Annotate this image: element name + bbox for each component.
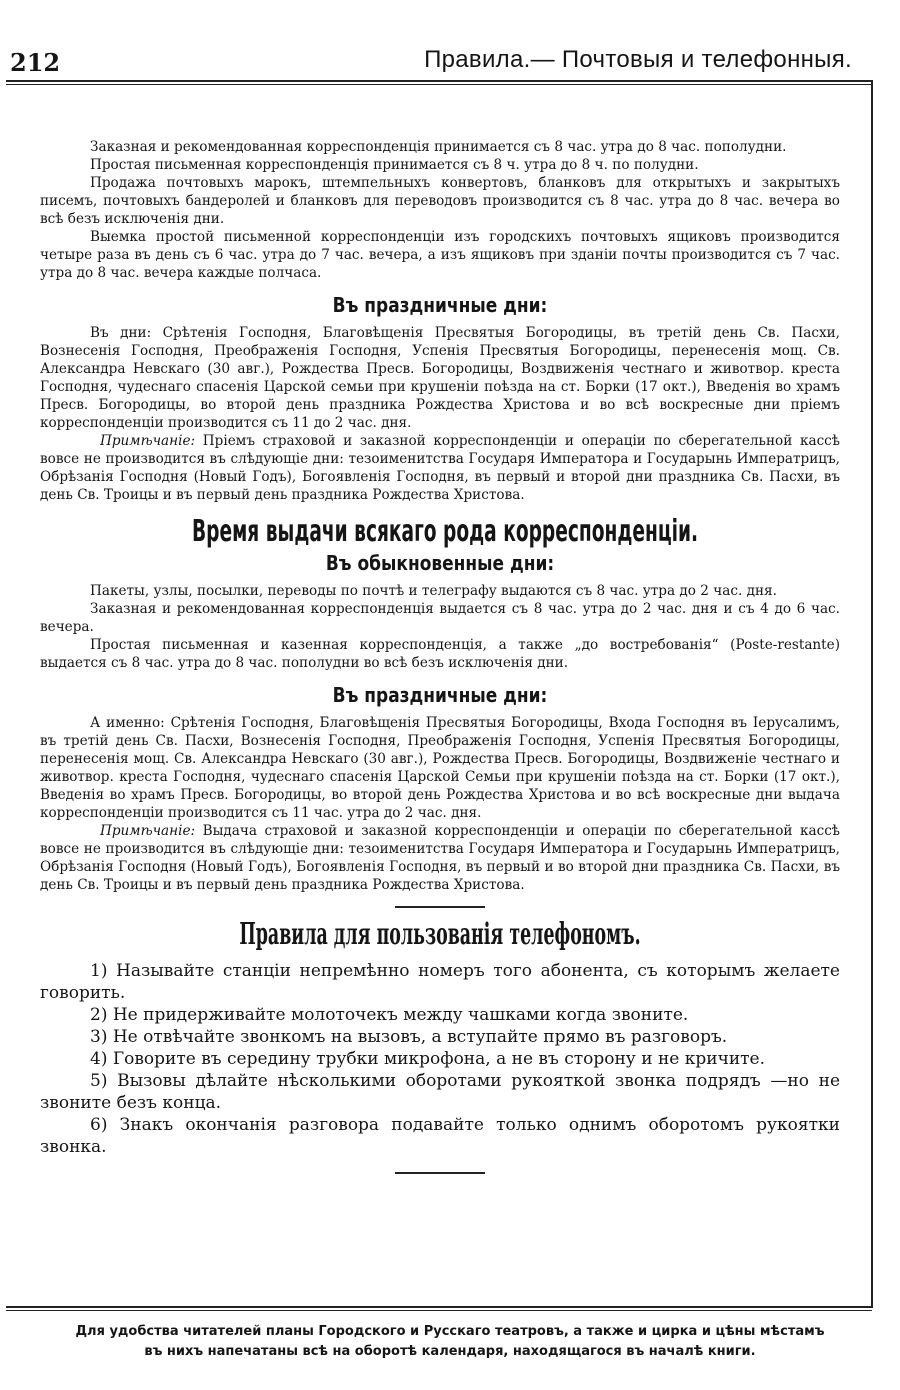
telephone-heading: Правила для пользованія телефономъ. xyxy=(239,917,641,952)
footer-line: въ нихъ напечатаны всѣ на оборотѣ календаря, находящагося въ началѣ книги. xyxy=(144,1344,756,1359)
telephone-rule: 3) Не отвѣчайте звонкомъ на вызовъ, а вступайте прямо въ разговоръ. xyxy=(90,1027,728,1047)
delivery-holidays-paragraph: А именно: Срѣтенія Господня, Благовѣщенія Пресвятыя Богородицы, Входа Господня въ Іерусалимъ, въ третій день Св. Пасхи, Вознесенія Господня, Преображенія Господня, Успенія Пресвятыя Богородицы, перенесенія мощ. Св. Александра Невскаго (30 авг.), Рождества Пресв. Богородицы, Воздвиженіе честнаго и животвор. креста Господня, чудеснаго спасенія Царской Семьи при крушеніи поѣзда на ст. Борки (17 окт.), Введенія во храмъ Пресв. Богородицы, во второй день Рождества Христова и во всѣ воскресные дни выдача корреспонденціи производится съ 11 час. утра до 2 час. дня. xyxy=(40,715,840,821)
delivery-paragraph: Простая письменная и казенная корреспонденція, а также „до востребованія“ (Poste-restante) выдается съ 8 час. утра до 8 час. пополудни во всѣ безъ исключенія дни. xyxy=(40,637,840,671)
note-paragraph xyxy=(40,822,840,894)
note-label: Примѣчаніе: xyxy=(100,823,196,839)
ordinary-days-heading: Въ обыкновенные дни: xyxy=(325,551,555,575)
frame-bottom-border xyxy=(6,1306,872,1308)
delivery-section xyxy=(40,514,840,894)
delivery-holidays-heading: Въ праздничные дни: xyxy=(332,683,548,707)
acceptance-holidays-section xyxy=(40,292,840,504)
intro-paragraph: Простая письменная корреспонденція принимается съ 8 ч. утра до 8 ч. по полудни. xyxy=(90,157,699,173)
footer-line: Для удобства читателей планы Городского и Русскаго театровъ, а также и цирка и цѣны мѣстамъ xyxy=(75,1324,825,1339)
frame-right-border xyxy=(871,80,873,1308)
holidays-heading: Въ праздничные дни: xyxy=(332,293,548,317)
telephone-rule: 6) Знакъ окончанія разговора подавайте только однимъ оборотомъ рукоятки звонка. xyxy=(40,1115,840,1157)
header-rule xyxy=(6,80,872,82)
footer-notice xyxy=(0,1322,900,1362)
telephone-rule: 4) Говорите въ середину трубки микрофона, а не въ сторону и не кричите. xyxy=(90,1049,766,1069)
acceptance-section xyxy=(40,138,840,282)
intro-paragraph: Продажа почтовыхъ марокъ, штемпельныхъ конвертовъ, бланковъ для открытыхъ и закрытыхъ писемъ, почтовыхъ бандеролей и бланковъ для переводовъ производится съ 8 час. утра до 8 час. вечера во всѣ безъ исключенія дни. xyxy=(40,175,840,227)
telephone-rule: 2) Не придерживайте молоточекъ между чашками когда звоните. xyxy=(90,1005,689,1025)
page-header xyxy=(0,0,900,82)
note-text: Выдача страховой и заказной корреспонденціи и операціи по сберегательной кассѣ вовсе не производится въ слѣдующіе дни: тезоименитства Государя Императора и Государынь Императрицъ, Обрѣзанія Господня (Новый Годъ), Богоявленія Господня, въ первый и во второй дни праздника Св. Пасхи, въ день Св. Троицы и въ первый день праздника Рождества Христова. xyxy=(40,823,840,893)
frame-bottom-border-thin xyxy=(6,1310,872,1311)
section-divider xyxy=(395,906,485,908)
note-label: Примѣчаніе: xyxy=(100,433,196,449)
header-rule-thin xyxy=(6,84,872,85)
intro-paragraph: Заказная и рекомендованная корреспонденція принимается съ 8 час. утра до 8 час. пополудни. xyxy=(90,139,787,155)
intro-paragraph: Выемка простой письменной корреспонденціи изъ городскихъ почтовыхъ ящиковъ производится четыре раза въ день съ 6 час. утра до 7 час. вечера, а изъ ящиковъ при зданіи почты производится съ 7 час. утра до 8 час. вечера каждые полчаса. xyxy=(40,229,840,281)
note-paragraph xyxy=(40,432,840,504)
note-text: Пріемъ страховой и заказной корреспонденціи и операціи по сберегательной кассѣ вовсе не производится въ слѣдующіе дни: тезоименитства Государя Императора и Государынь Императрицъ, Обрѣзанія Господня (Новый Годъ), Богоявленія Господня, въ первый и второй дни праздника Св. Пасхи, въ день Св. Троицы и въ первый день праздника Рождества Христова. xyxy=(40,433,840,503)
delivery-paragraph: Заказная и рекомендованная корреспонденція выдается съ 8 час. утра до 2 час. дня и съ 4 до 6 час. вечера. xyxy=(40,601,840,635)
telephone-section xyxy=(40,916,840,1158)
end-divider xyxy=(395,1172,485,1174)
holidays-paragraph: Въ дни: Срѣтенія Господня, Благовѣщенія Пресвятыя Богородицы, въ третій день Св. Пасхи, Вознесенія Господня, Преображенія Господня, Успенія Пресвятыя Богородицы, перенесенія мощ. Св. Александра Невскаго (30 авг.), Рождества Пресв. Богородицы, Воздвиженія честнаго и животвор. креста Господня, чудеснаго спасенія Царской семьи при крушеніи поѣзда на ст. Борки (17 окт.), Введенія во храмъ Пресв. Богородицы, во второй день праздника Рождества Христова и во всѣ воскресные дни пріемъ корреспонденціи производится съ 11 до 2 час. дня. xyxy=(40,325,840,431)
telephone-rule: 5) Вызовы дѣлайте нѣсколькими оборотами рукояткой звонка подрядъ —но не звоните безъ конца. xyxy=(40,1071,840,1113)
delivery-heading: Время выдачи всякаго рода корреспонденціи. xyxy=(192,514,699,549)
delivery-paragraph: Пакеты, узлы, посылки, переводы по почтѣ и телеграфу выдаются съ 8 час. утра до 2 час. дня. xyxy=(90,583,777,599)
page-body xyxy=(40,138,840,1174)
running-head: Правила.— Почтовыя и телефонныя. xyxy=(424,46,852,73)
telephone-rule: 1) Называйте станціи непремѣнно номеръ того абонента, съ которымъ желаете говорить. xyxy=(40,961,840,1003)
page-number: 212 xyxy=(10,48,61,77)
